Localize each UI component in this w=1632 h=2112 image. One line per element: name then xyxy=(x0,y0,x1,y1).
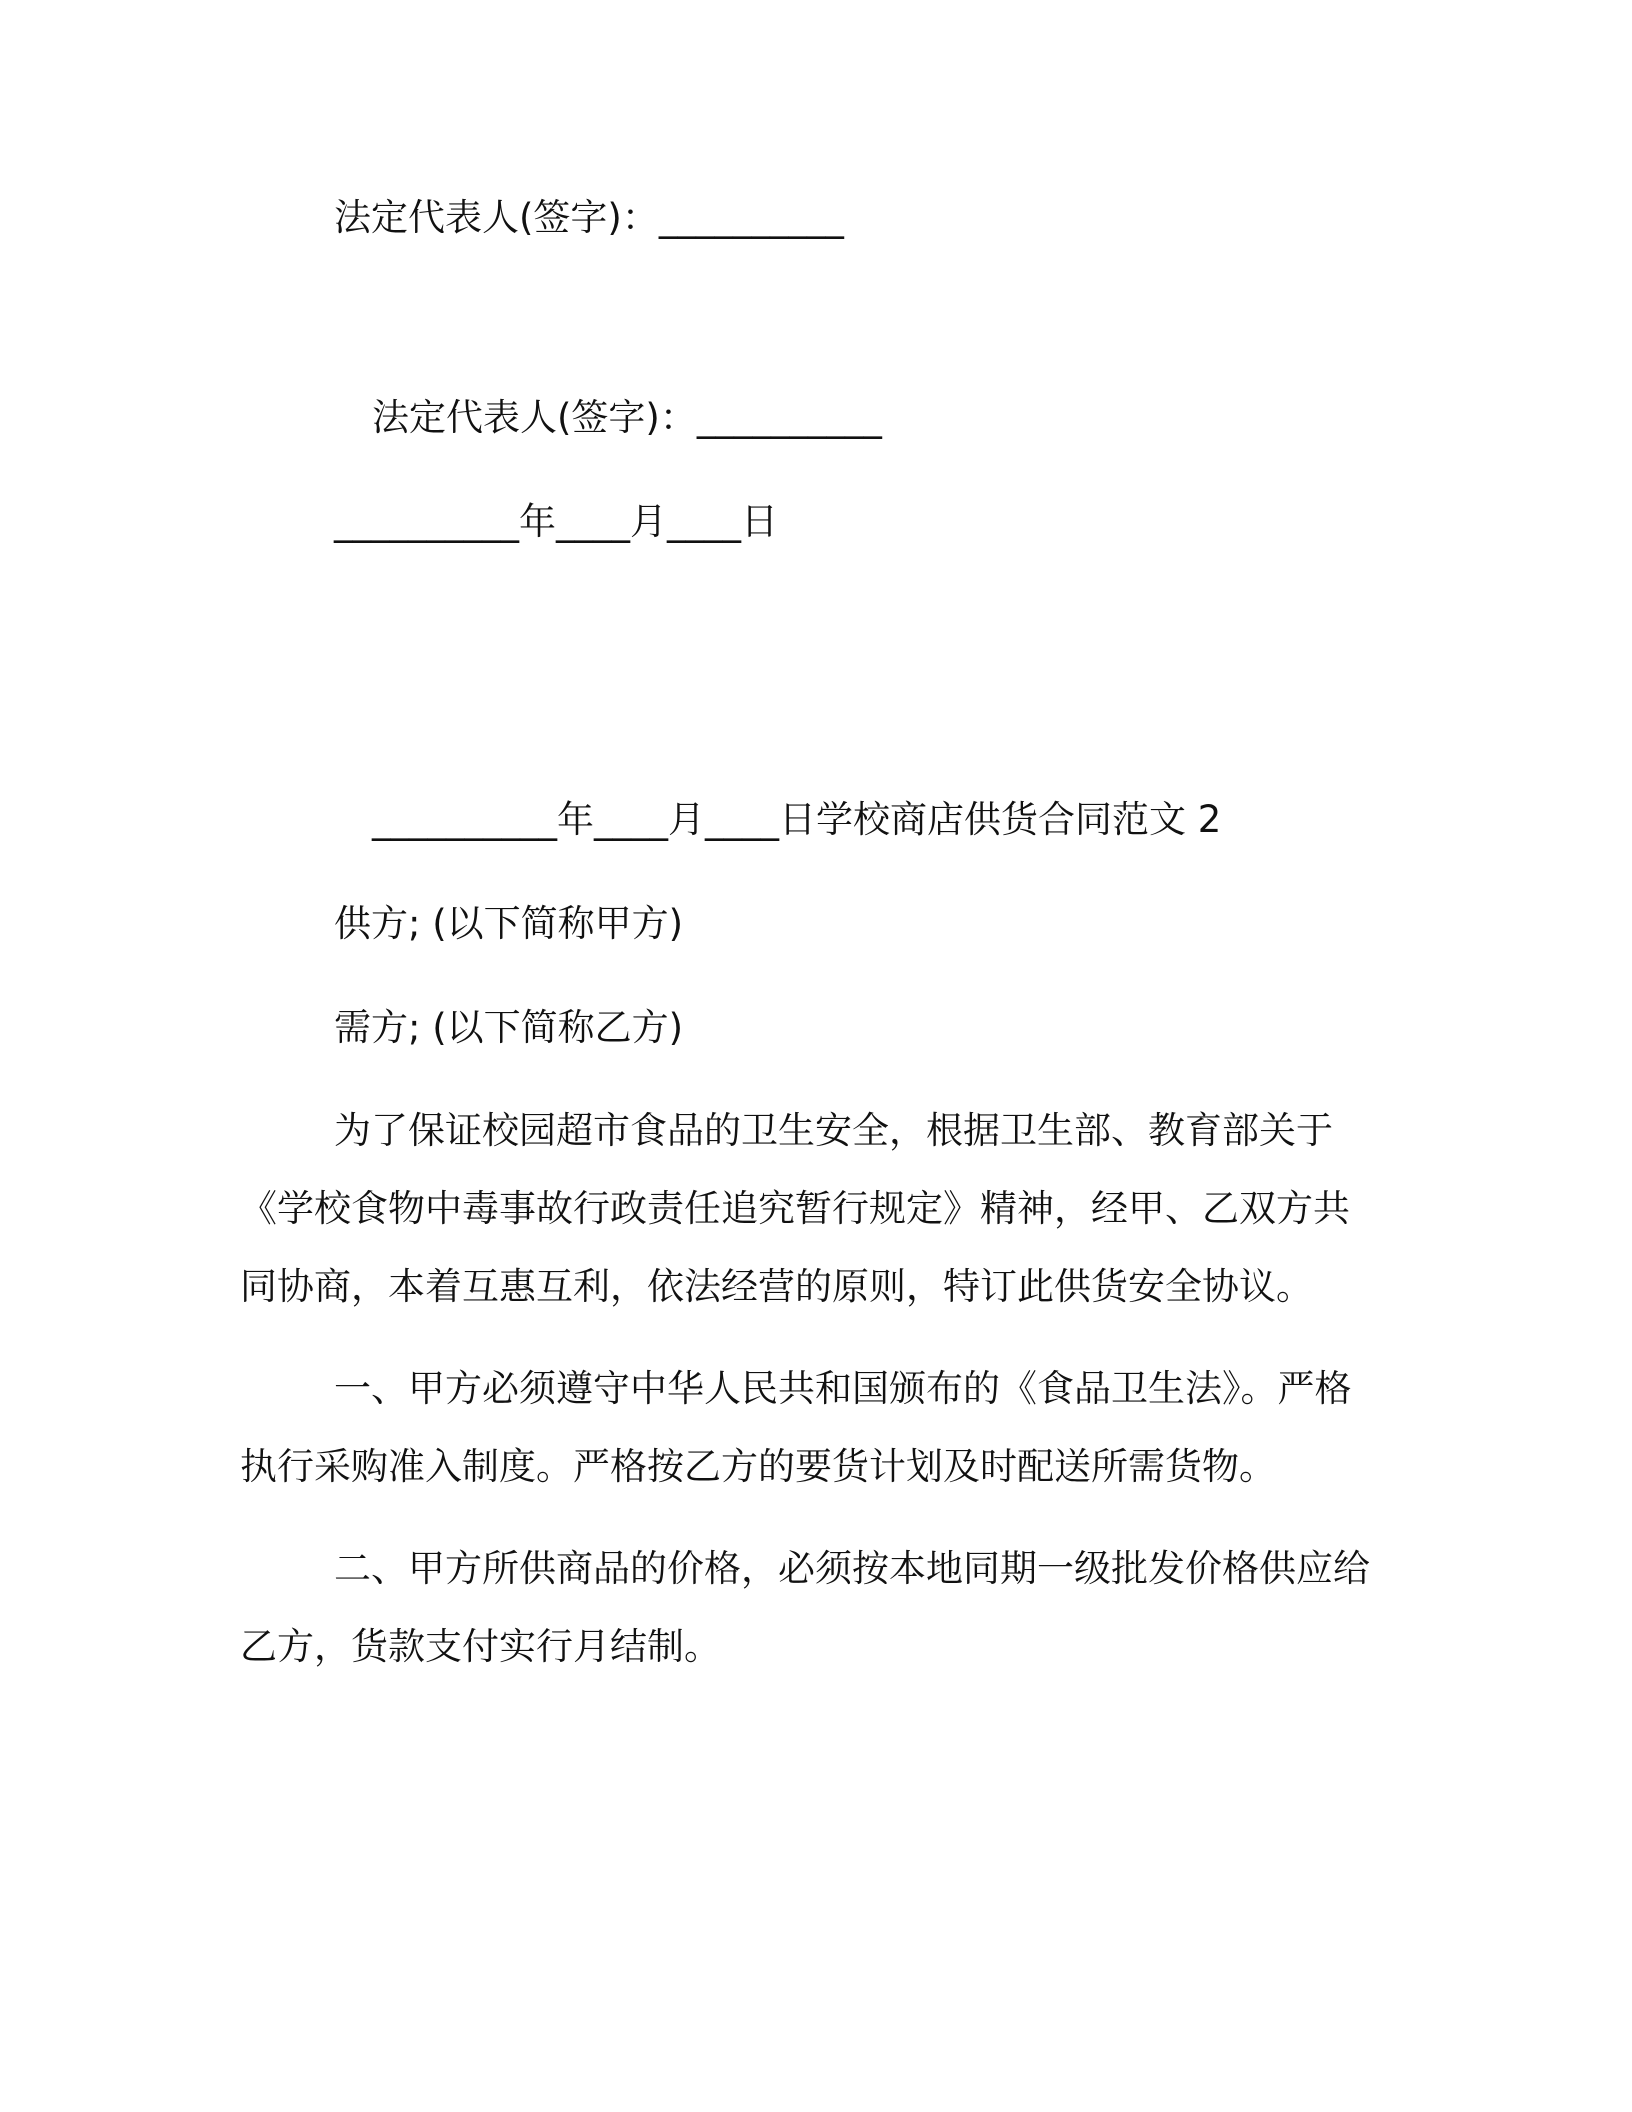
supplier-line: 供方; (以下简称甲方) xyxy=(334,902,684,945)
legal-rep-signature-line-2: 法定代表人(签字)：__________ xyxy=(372,396,882,439)
clause-1-paragraph: 一、甲方必须遵守中华人民共和国颁布的《食品卫生法》。严格执行采购准入制度。严格按乙方的要货计划及时配送所需货物。 xyxy=(240,1367,1352,1488)
contract-title-line: __________年____月____日学校商店供货合同范文 2 xyxy=(372,798,1222,841)
signature-date-line: __________年____月____日 xyxy=(334,500,778,543)
clause-2-paragraph: 二、甲方所供商品的价格，必须按本地同期一级批发价格供应给乙方，货款支付实行月结制。 xyxy=(240,1547,1370,1668)
buyer-line: 需方; (以下简称乙方) xyxy=(334,1006,684,1049)
intro-paragraph: 为了保证校园超市食品的卫生安全，根据卫生部、教育部关于《学校食物中毒事故行政责任追究暂行规定》精神，经甲、乙双方共同协商，本着互惠互利，依法经营的原则，特订此供货安全协议。 xyxy=(240,1109,1350,1308)
legal-rep-signature-line-1: 法定代表人(签字)：__________ xyxy=(334,196,844,239)
